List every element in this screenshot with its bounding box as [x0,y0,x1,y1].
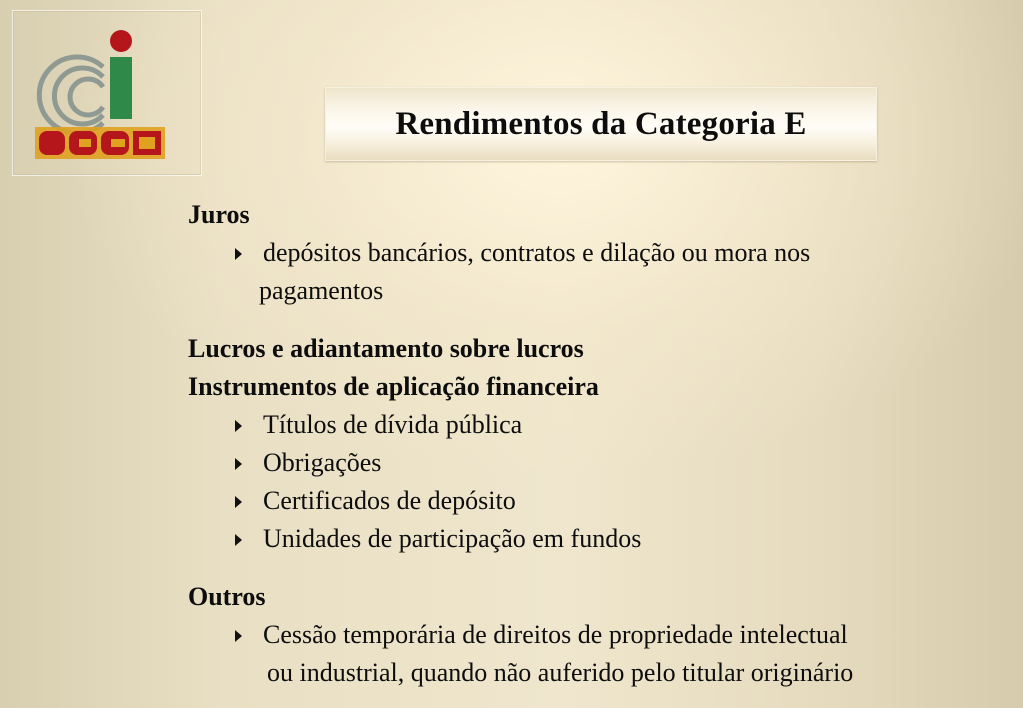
bullet-arrow-icon [235,458,242,470]
heading-juros: Juros [188,200,250,229]
content-body [188,196,1008,692]
bullet-arrow-icon [235,248,242,260]
bullet-item [188,616,1008,654]
page-title: Rendimentos da Categoria E [395,105,807,142]
bullet-text: Cessão temporária de direitos de propriedade intelectual [263,620,848,649]
bullet-continuation: ou industrial, quando não auferido pelo titular originário [267,658,854,687]
dgci-logo [33,27,183,162]
bullet-arrow-icon [235,420,242,432]
logo-box [12,10,202,176]
heading-instrumentos: Instrumentos de aplicação financeira [188,372,599,401]
bullet-text: Obrigações [263,448,382,477]
bullet-text: Títulos de dívida pública [263,410,523,439]
bullet-item [188,444,1008,482]
bullet-continuation: pagamentos [259,276,384,305]
bullet-arrow-icon [235,496,242,508]
bullet-arrow-icon [235,534,242,546]
bullet-text: Certificados de depósito [263,486,516,515]
heading-outros: Outros [188,582,266,611]
bullet-item [188,234,1008,272]
bullet-arrow-icon [235,630,242,642]
title-box [325,87,877,161]
bullet-item [188,520,1008,558]
bullet-text: Unidades de participação em fundos [263,524,642,553]
bullet-item [188,406,1008,444]
heading-lucros: Lucros e adiantamento sobre lucros [188,334,584,363]
bullet-text: depósitos bancários, contratos e dilação ou mora nos [263,238,811,267]
bullet-item [188,482,1008,520]
